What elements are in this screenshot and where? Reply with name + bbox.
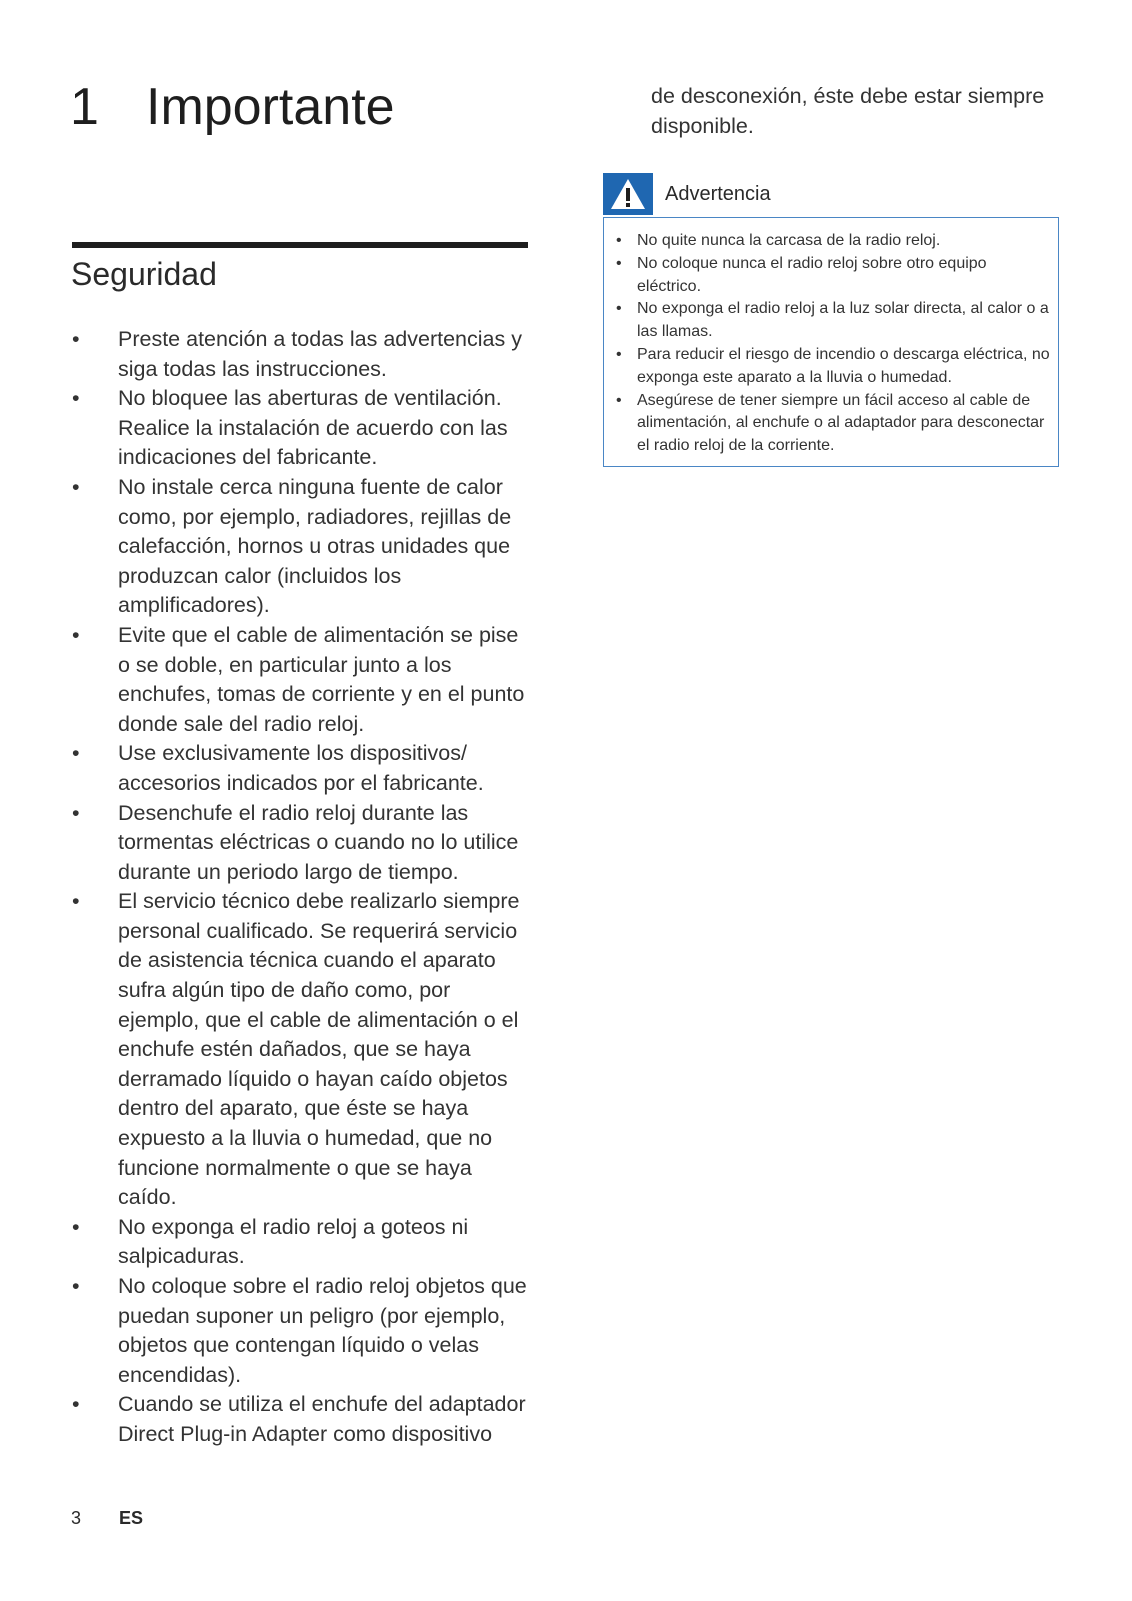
bullet-icon: •: [616, 232, 622, 249]
safety-item: [70, 325, 532, 384]
bullet-icon: •: [72, 889, 80, 914]
warning-item-text: No exponga el radio reloj a la luz solar directa, al calor o a las llamas.: [637, 300, 1049, 341]
bullet-icon: •: [72, 386, 80, 411]
exclamation-triangle-icon: [603, 173, 653, 215]
safety-item-text: Desenchufe el radio reloj durante las tormentas eléctricas o cuando no lo utilice durante un periodo largo de tiempo.: [118, 800, 519, 884]
safety-item: [70, 621, 532, 739]
warning-header: [603, 173, 771, 215]
bullet-icon: •: [72, 741, 80, 766]
safety-item-text: No bloquee las aberturas de ventilación. Realice la instalación de acuerdo con las indicaciones del fabricante.: [118, 386, 508, 470]
safety-item-text: Preste atención a todas las advertencias y siga todas las instrucciones.: [118, 327, 522, 381]
warning-item-text: No coloque nunca el radio reloj sobre otro equipo eléctrico.: [637, 254, 987, 295]
chapter-number: 1: [70, 78, 99, 136]
bullet-icon: •: [72, 622, 80, 647]
safety-item-text: Evite que el cable de alimentación se pise o se doble, en particular junto a los enchufes, tomas de corriente y en el punto donde sale del radio reloj.: [118, 622, 525, 736]
warning-list: [614, 230, 1054, 458]
safety-item: [70, 1390, 532, 1449]
warning-label: Advertencia: [665, 182, 771, 205]
warning-item: [614, 344, 1054, 390]
bullet-icon: •: [72, 800, 80, 825]
safety-item: [70, 739, 532, 798]
warning-item: [614, 230, 1054, 253]
warning-item-text: Para reducir el riesgo de incendio o descarga eléctrica, no exponga este aparato a la lluvia o humedad.: [637, 345, 1050, 386]
warning-item: [614, 298, 1054, 344]
safety-item: [70, 473, 532, 621]
bullet-icon: •: [616, 391, 622, 409]
safety-item-text: Use exclusivamente los dispositivos/ accesorios indicados por el fabricante.: [118, 741, 484, 795]
warning-item: [614, 390, 1054, 458]
safety-item-text: No exponga el radio reloj a goteos ni salpicaduras.: [118, 1214, 469, 1269]
continuation-text: de desconexión, éste debe estar siempre disponible.: [651, 84, 1045, 138]
bullet-icon: •: [72, 327, 80, 351]
bullet-icon: •: [616, 254, 622, 272]
bullet-icon: •: [72, 1392, 80, 1417]
safety-list: [70, 325, 532, 1450]
safety-item-text: El servicio técnico debe realizarlo siempre personal cualificado. Se requerirá servicio de asistencia técnica cuando el aparato sufra algún tipo de daño como, por ejemplo, que el cable de alimentación o el enchufe estén dañados, que se haya derramado líquido o hayan caído objetos dentro del aparato, que éste se haya expuesto a la lluvia o humedad, que no funcione normalmente o que se haya caído.: [118, 889, 520, 1210]
chapter-title: [70, 72, 395, 142]
bullet-icon: •: [616, 345, 622, 363]
page-footer: [71, 1508, 143, 1529]
bullet-icon: •: [72, 1274, 80, 1298]
page-number: 3: [71, 1508, 82, 1528]
warning-item: [614, 253, 1054, 299]
warning-item-text: Asegúrese de tener siempre un fácil acceso al cable de alimentación, al enchufe o al adaptador para desconectar el radio reloj de la corriente.: [637, 391, 1045, 455]
safety-item: [70, 1213, 532, 1272]
safety-item: [70, 799, 532, 888]
safety-item-text: No instale cerca ninguna fuente de calor como, por ejemplo, radiadores, rejillas de calefacción, hornos u otras unidades que produzcan calor (incluidos los amplificadores).: [118, 474, 512, 618]
bullet-icon: •: [72, 1214, 80, 1239]
safety-item: [70, 1272, 532, 1390]
warning-item-text: No quite nunca la carcasa de la radio reloj.: [637, 232, 941, 249]
safety-item-text: Cuando se utiliza el enchufe del adaptador Direct Plug-in Adapter como dispositivo: [118, 1392, 526, 1446]
safety-item-text: No coloque sobre el radio reloj objetos que puedan suponer un peligro (por ejemplo, objetos que contengan líquido o velas encendidas).: [118, 1274, 527, 1387]
bullet-icon: •: [616, 300, 622, 318]
safety-item: [70, 887, 532, 1213]
bullet-icon: •: [72, 474, 80, 499]
language-code: ES: [119, 1508, 144, 1528]
section-divider: [72, 242, 528, 248]
safety-item: [70, 384, 532, 473]
chapter-title-text: Importante: [146, 78, 395, 136]
section-title: Seguridad: [71, 256, 217, 292]
